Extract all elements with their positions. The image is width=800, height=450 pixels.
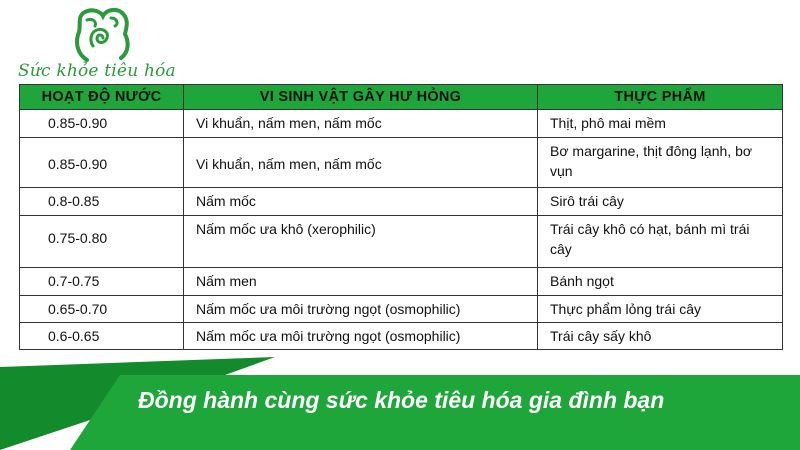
intestine-icon <box>73 6 133 64</box>
cell-water-activity: 0.6-0.65 <box>20 323 184 350</box>
cell-microorganism: Vi khuẩn, nấm men, nấm mốc <box>184 138 538 188</box>
cell-microorganism: Nấm mốc ưa khô (xerophilic) <box>184 216 538 268</box>
header-microorganism: VI SINH VẬT GÂY HƯ HỎNG <box>184 85 538 110</box>
cell-microorganism: Nấm mốc ưa môi trường ngọt (osmophilic) <box>184 296 538 323</box>
cell-microorganism: Vi khuẩn, nấm men, nấm mốc <box>184 110 538 138</box>
table-header-row <box>20 85 783 110</box>
logo <box>18 6 183 84</box>
water-activity-table <box>19 84 783 350</box>
cell-water-activity: 0.65-0.70 <box>20 296 184 323</box>
cell-water-activity: 0.85-0.90 <box>20 110 184 138</box>
cell-food: Thực phẩm lỏng trái cây <box>538 296 783 323</box>
table-row <box>20 138 783 188</box>
cell-food: Trái cây khô có hạt, bánh mì trái cây <box>538 216 783 268</box>
cell-microorganism: Nấm men <box>184 268 538 296</box>
header-water-activity: HOẠT ĐỘ NƯỚC <box>20 85 184 110</box>
cell-water-activity: 0.75-0.80 <box>20 216 184 268</box>
table-row <box>20 296 783 323</box>
header-food: THỰC PHẨM <box>538 85 783 110</box>
cell-microorganism: Nấm mốc ưa môi trường ngọt (osmophilic) <box>184 323 538 350</box>
cell-food: Sirô trái cây <box>538 188 783 216</box>
table-row <box>20 323 783 350</box>
table-row <box>20 188 783 216</box>
cell-food: Trái cây sấy khô <box>538 323 783 350</box>
cell-water-activity: 0.7-0.75 <box>20 268 184 296</box>
cell-food: Bánh ngọt <box>538 268 783 296</box>
cell-food: Thịt, phô mai mềm <box>538 110 783 138</box>
table-row <box>20 216 783 268</box>
table-row <box>20 268 783 296</box>
cell-food: Bơ margarine, thịt đông lạnh, bơ vụn <box>538 138 783 188</box>
cell-water-activity: 0.8-0.85 <box>20 188 184 216</box>
cell-microorganism: Nấm mốc <box>184 188 538 216</box>
cell-water-activity: 0.85-0.90 <box>20 138 184 188</box>
logo-text: Sức khỏe tiêu hóa <box>18 61 176 81</box>
banner-slogan: Đồng hành cùng sức khỏe tiêu hóa gia đình bạn <box>138 387 665 413</box>
table-row <box>20 110 783 138</box>
